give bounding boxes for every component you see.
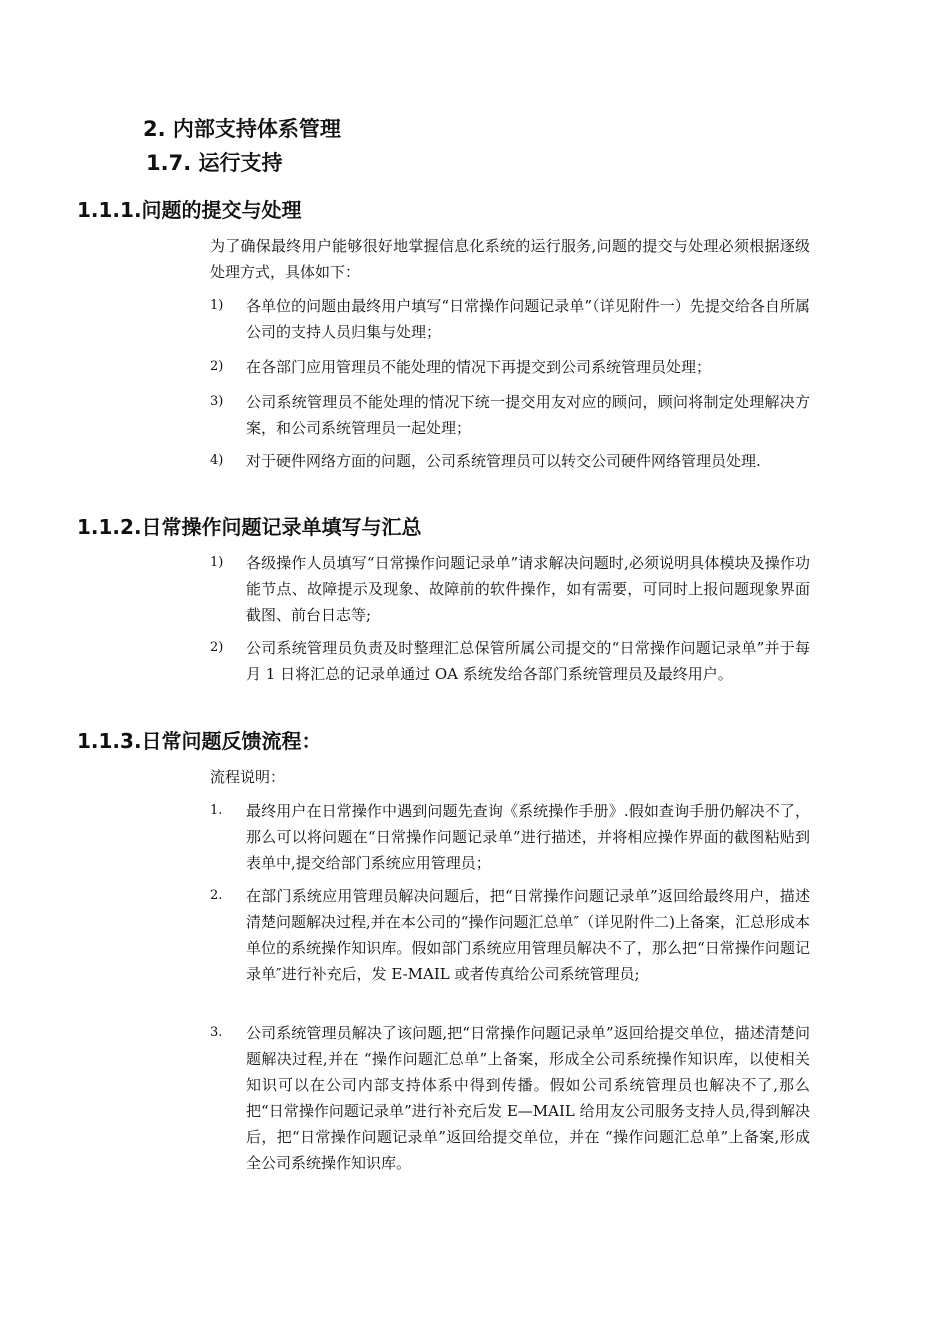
section-1-1-3-title: 1.1.3.日常问题反馈流程：	[77, 729, 322, 753]
section-1-1-1-title: 1.1.1.问题的提交与处理	[77, 198, 302, 222]
section-1-1-1-intro: 为了确保最终用户能够很好地掌握信息化系统的运行服务,问题的提交与处理必须根据逐级处理方式，具体如下：	[210, 237, 810, 281]
list-item	[210, 798, 810, 876]
list-item-number: 2.	[210, 888, 223, 903]
list-item-text: 公司系统管理员不能处理的情况下统一提交用友对应的顾问，顾问将制定处理解决方案，和公司系统管理员一起处理；	[246, 393, 810, 437]
list-item-number: 2)	[210, 640, 224, 655]
list-item	[210, 1020, 810, 1176]
list-item	[210, 389, 810, 441]
heading-2: 2. 内部支持体系管理	[143, 117, 341, 141]
list-item-text: 公司系统管理员负责及时整理汇总保管所属公司提交的“日常操作问题记录单”并于每月 1 日将汇总的记录单通过 OA 系统发给各部门系统管理员及最终用户。	[246, 639, 810, 683]
section-1-1-3-intro: 流程说明：	[210, 768, 286, 786]
list-item-number: 1)	[210, 555, 224, 570]
list-item-text: 对于硬件网络方面的问题，公司系统管理员可以转交公司硬件网络管理员处理.	[246, 452, 761, 470]
list-item-number: 3)	[210, 394, 224, 409]
list-item-text: 在各部门应用管理员不能处理的情况下再提交到公司系统管理员处理；	[246, 358, 712, 376]
list-item-number: 1)	[210, 298, 224, 313]
list-item	[210, 550, 810, 628]
section-1-1-2-title: 1.1.2.日常操作问题记录单填写与汇总	[77, 515, 422, 539]
list-item	[210, 635, 810, 687]
list-item-text: 在部门系统应用管理员解决问题后，把“日常操作问题记录单”返回给最终用户，描述清楚问题解决过程,并在本公司的“操作问题汇总单″（详见附件二)上备案，汇总形成本单位的系统操作知识库。假如部门系统应用管理员解决不了，那么把“日常操作问题记录单″进行补充后，发 E-MAIL 或者传真给公司系统管理员;	[246, 887, 810, 983]
list-item-number: 3.	[210, 1025, 223, 1040]
list-item-number: 4)	[210, 453, 224, 468]
list-item-text: 各级操作人员填写“日常操作问题记录单”请求解决问题时,必须说明具体模块及操作功能节点、故障提示及现象、故障前的软件操作，如有需要，可同时上报问题现象界面截图、前台日志等;	[246, 554, 810, 624]
list-item-number: 2)	[210, 359, 224, 374]
heading-1-7: 1.7. 运行支持	[146, 151, 283, 175]
list-item-text: 最终用户在日常操作中遇到问题先查询《系统操作手册》.假如查询手册仍解决不了，那么可以将问题在“日常操作问题记录单”进行描述，并将相应操作界面的截图粘贴到表单中,提交给部门系统应用管理员；	[246, 802, 810, 872]
list-item-text: 各单位的问题由最终用户填写“日常操作问题记录单”（详见附件一）先提交给各自所属公司的支持人员归集与处理；	[246, 297, 810, 341]
list-item	[210, 448, 810, 474]
list-item	[210, 883, 810, 987]
list-item	[210, 293, 810, 345]
list-item	[210, 354, 810, 380]
list-item-number: 1.	[210, 803, 223, 818]
list-item-text: 公司系统管理员解决了该问题,把“日常操作问题记录单”返回给提交单位，描述清楚问题解决过程,并在 “操作问题汇总单”上备案，形成全公司系统操作知识库，以使相关知识可以在公司内部支持体系中得到传播。假如公司系统管理员也解决不了,那么把“日常操作问题记录单”进行补充后发 E—MAIL 给用友公司服务支持人员,得到解决后，把“日常操作问题记录单”返回给提交单位，并在 “操作问题汇总单”上备案,形成全公司系统操作知识库。	[246, 1024, 810, 1172]
